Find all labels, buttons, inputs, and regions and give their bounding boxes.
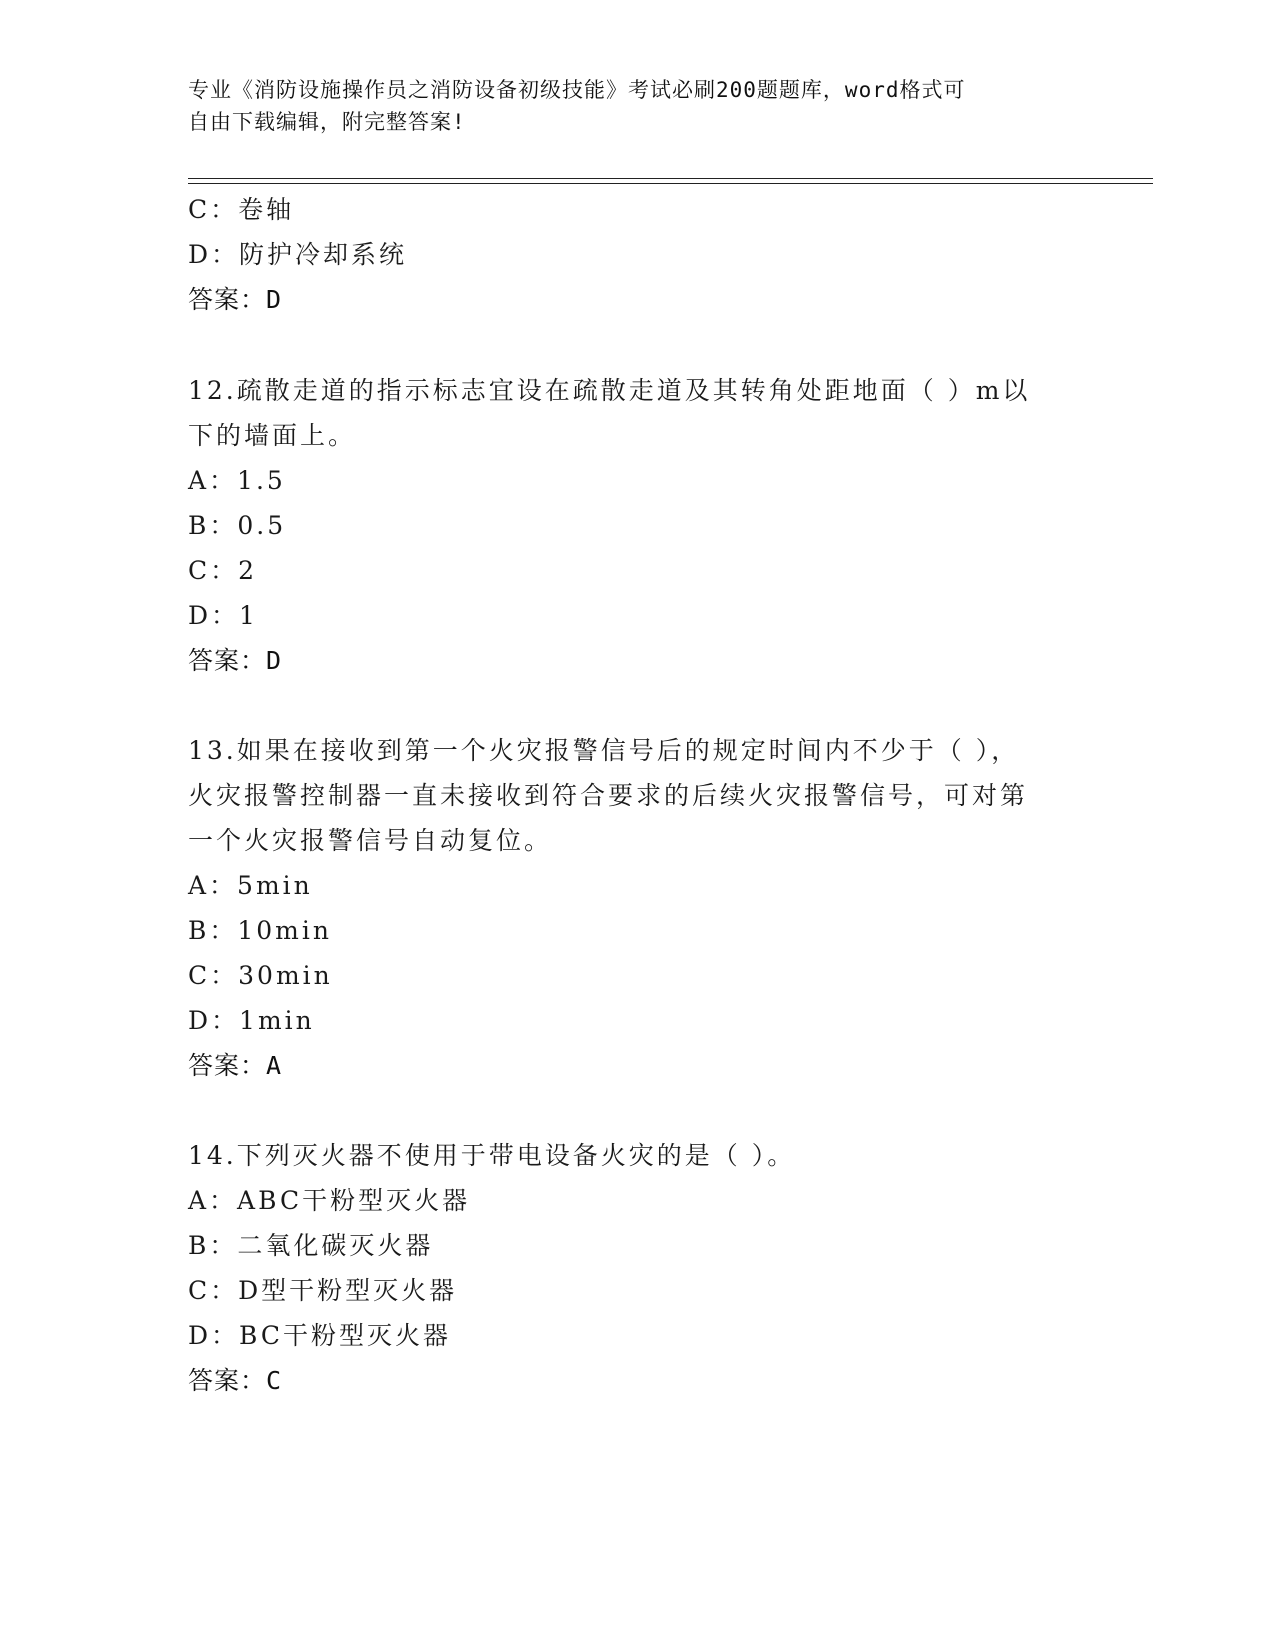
prev-question-option-c: C：卷轴 [188,195,295,224]
q12-stem-line-1: 12.疏散走道的指示标志宜设在疏散走道及其转角处距地面（ ）m以 [188,376,1031,405]
q12-option-c: C：2 [188,556,258,585]
q14-option-b: B：二氧化碳灭火器 [188,1231,434,1260]
q13-stem-line-1: 13.如果在接收到第一个火灾报警信号后的规定时间内不少于（ ）， [188,736,1020,765]
header-divider-top [188,178,1153,179]
q12-answer: 答案：D [188,646,283,675]
q13-option-a: A：5min [188,871,313,900]
header-line-1: 专业《消防设施操作员之消防设备初级技能》考试必刷200题题库，word格式可 [188,78,966,102]
q13-stem-line-3: 一个火灾报警信号自动复位。 [188,826,553,855]
q14-option-c: C：D型干粉型灭火器 [188,1276,458,1305]
q13-option-b: B：10min [188,916,332,945]
document-header [188,74,1068,138]
q13-option-c: C：30min [188,961,333,990]
q12-option-b: B：0.5 [188,511,287,540]
q14-stem-line-1: 14.下列灭火器不使用于带电设备火灾的是（ ）。 [188,1141,796,1170]
q14-answer: 答案：C [188,1366,283,1395]
q12-stem-line-2: 下的墙面上。 [188,421,357,450]
prev-question-option-d: D：防护冷却系统 [188,240,408,269]
prev-question-answer: 答案：D [188,285,283,314]
q14-option-a: A：ABC干粉型灭火器 [188,1186,471,1215]
header-line-2: 自由下载编辑，附完整答案! [188,110,466,134]
q13-answer: 答案：A [188,1051,283,1080]
q14-option-d: D：BC干粉型灭火器 [188,1321,452,1350]
q13-option-d: D：1min [188,1006,315,1035]
header-divider-bottom [188,183,1153,184]
q13-stem-line-2: 火灾报警控制器一直未接收到符合要求的后续火灾报警信号，可对第 [188,781,1029,810]
q12-option-a: A：1.5 [188,466,286,495]
q12-option-d: D：1 [188,601,258,630]
